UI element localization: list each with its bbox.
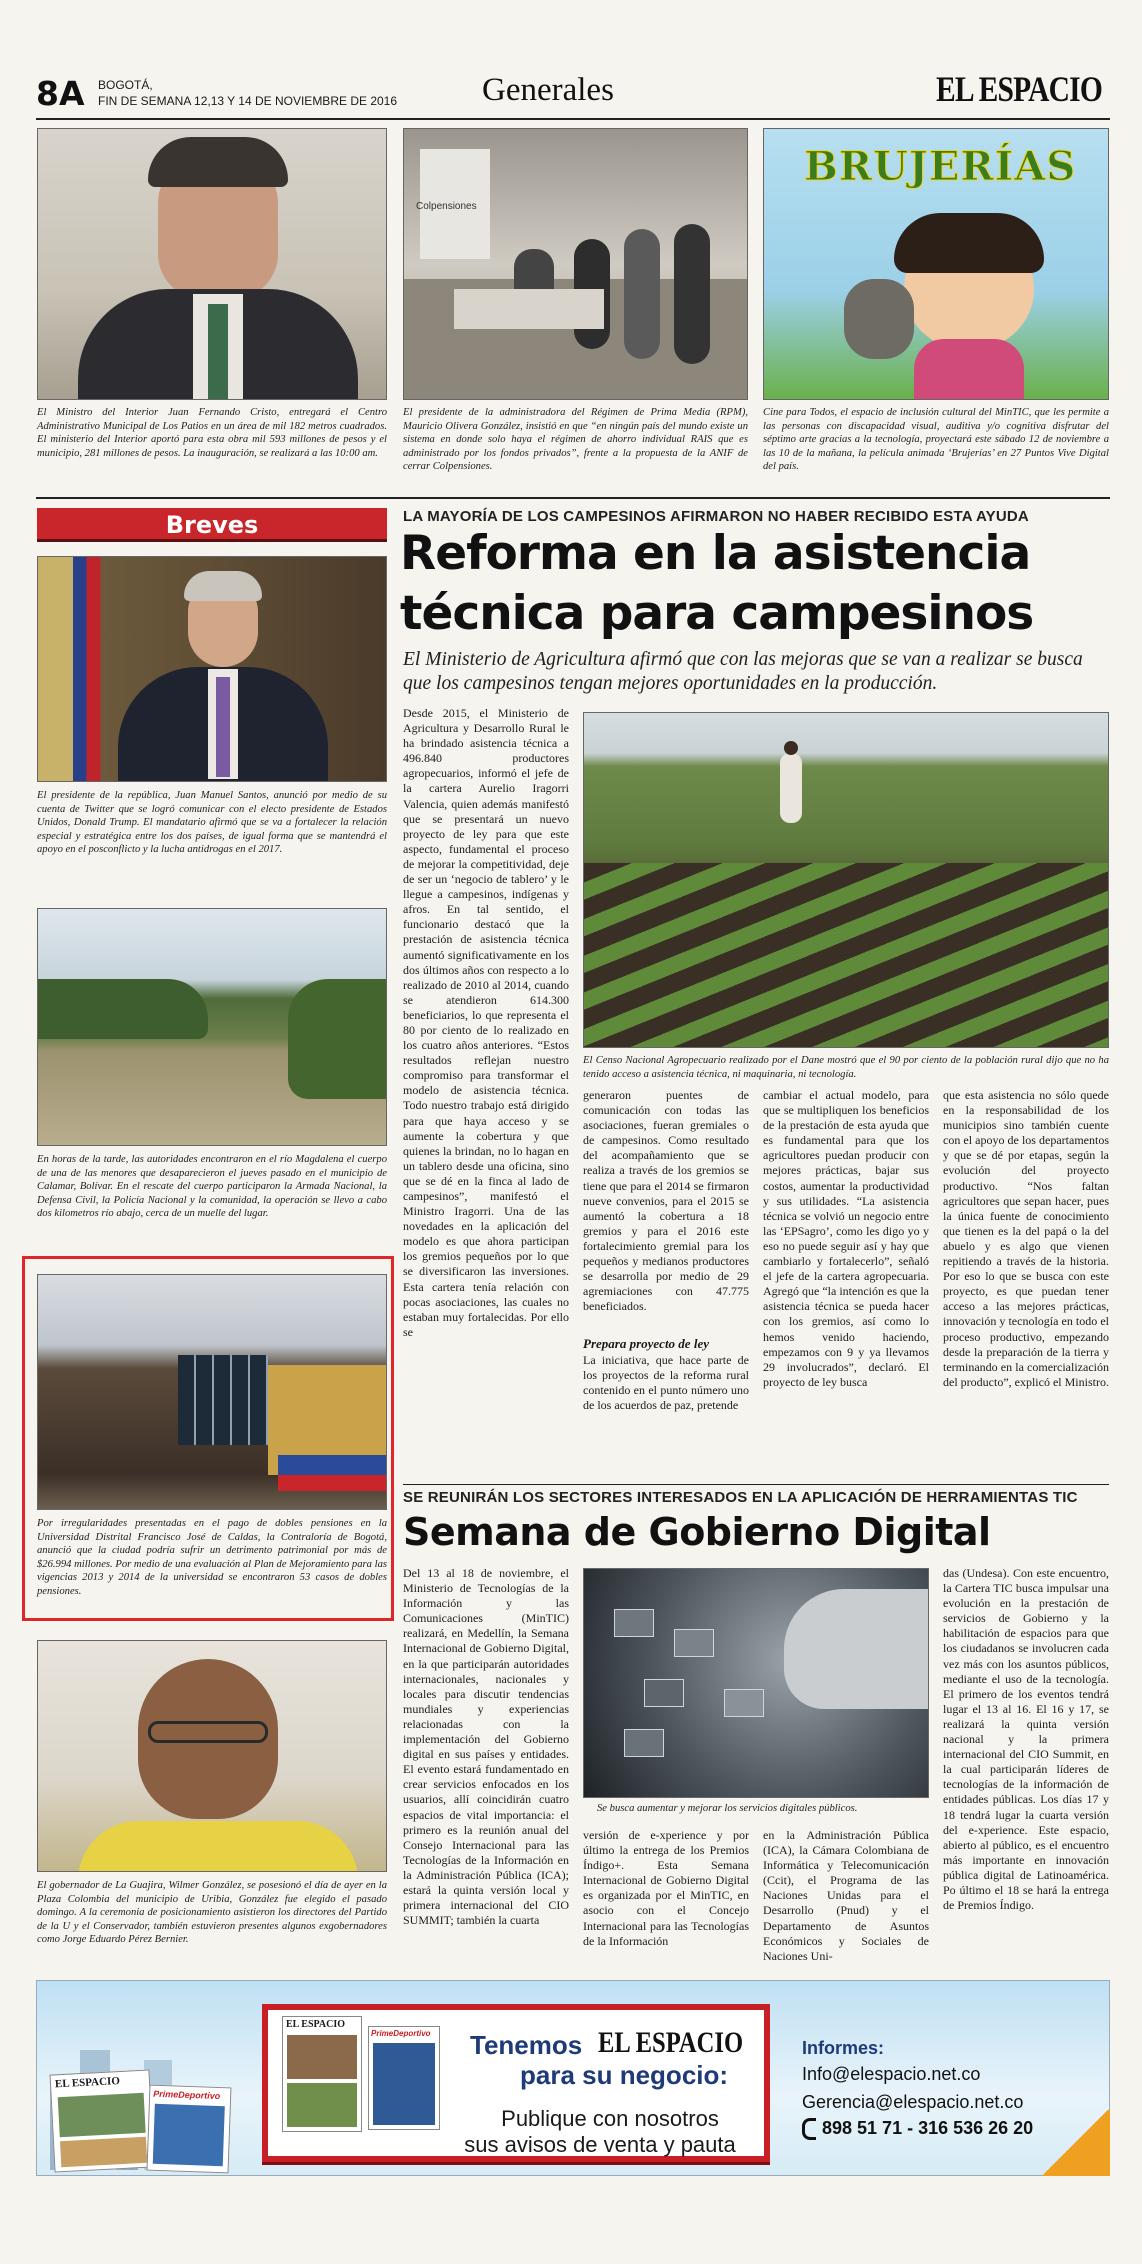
- article-divider: [403, 1484, 1109, 1485]
- breve-rio: En horas de la tarde, las autoridades encontraron en el río Magdalena el cuerpo de una de las menores que desaparecieron el jueves pasado en el municipio de Calamar, Bolívar. En el rescate del cuerpo participaron la Armada Nacional, la Defensa Civil, la Policía Nacional y la comunidad, la operación se llevo a cabo dos kilometros río abajo, cerca de un muelle del lugar.: [37, 1154, 387, 1220]
- brujerias-title: BRUJERÍAS: [804, 143, 1077, 190]
- ad-headline-b: para su negocio:: [520, 2060, 729, 2090]
- top-section-rule: [36, 497, 1110, 499]
- ad-email-info[interactable]: Info@elespacio.net.co: [802, 2064, 981, 2084]
- ad-paper-tag-left: PrimeDeportivo: [153, 2088, 221, 2102]
- caption-brujerias: Cine para Todos, el espacio de inclusión cultural del MinTIC, que les permite a las personas con discapacidad visual, auditiva y/o cognitiva disfrutar del séptimo arte gracias a la tecnología, proyectará este sábado 12 de noviembre a las 10 de la mañana, la película animada ‘Brujerías’ en 27 Puntos Vive Digital del país.: [763, 407, 1109, 473]
- ad-informes-label: Informes:: [802, 2038, 885, 2058]
- brujerias-photo: [763, 128, 1109, 400]
- page-number: 8A: [36, 74, 85, 113]
- river-photo: [37, 908, 387, 1146]
- article1-col2b: La iniciativa, que hace parte de los proyectos de la reforma rural contenido en el punto número uno de los acuerdos de paz, pretende: [583, 1353, 749, 1413]
- masthead: EL ESPACIO: [936, 69, 1102, 109]
- ad-headline-brand: EL ESPACIO: [598, 2026, 744, 2059]
- minister-photo: [37, 128, 387, 400]
- ad-headline-a: Tenemos: [470, 2030, 583, 2060]
- article1-deck: El Ministerio de Agricultura afirmó que con las mejoras que se van a realizar se busca que los campesinos tengan mejores oportunidades en la producción.: [403, 649, 1083, 694]
- article1-subhead: Prepara proyecto de ley: [583, 1336, 709, 1351]
- governor-photo: [37, 1640, 387, 1872]
- ad-billboard-paper2: [368, 2026, 440, 2130]
- caption-colpensiones: El presidente de la administradora del Régimen de Prima Media (RPM), Mauricio Olivera González, insistió en que “en ningún país del mundo existe un sistema en donde solo haya el régimen de ahorro individual RAIS que es administrado por los fondos privados”, frente a la propuesta de la ANIF de cerrar Colpensiones.: [403, 407, 748, 473]
- phone-icon: [802, 2118, 816, 2140]
- colpensiones-photo: [403, 128, 748, 400]
- breves-title: Breves: [165, 511, 259, 539]
- article2-kicker: SE REUNIRÁN LOS SECTORES INTERESADOS EN LA APLICACIÓN DE HERRAMIENTAS TIC: [403, 1489, 1078, 1506]
- ad-paper-tag-center: PrimeDeportivo: [371, 2029, 431, 2038]
- article2-headline: Semana de Gobierno Digital: [403, 1510, 991, 1554]
- digital-photo: [583, 1568, 929, 1798]
- ad-body-line1: Publique con nosotros: [501, 2106, 719, 2131]
- digital-caption: Se busca aumentar y mejorar los servicios digitales públicos.: [597, 1803, 858, 1814]
- farm-caption: El Censo Nacional Agropecuario realizado por el Dane mostró que el 90 por ciento de la población rural dijo que no ha tenido acceso a asistencia técnica, ni maquinaria, ni tecnología.: [583, 1055, 1109, 1080]
- ad-newspaper-left: [50, 2069, 155, 2172]
- header-city: BOGOTÁ,: [98, 78, 153, 92]
- article2-col4: das (Undesa). Con este encuentro, la Cartera TIC busca impulsar una evolución en la prestación de servicios de Gobierno y la habilitación de espacios para que los ciudadanos se involucren cada vez más con los asuntos públicos, mediante el uso de la tecnología. El primero de los eventos tendrá lugar el 13 al 16. El 16 y 17, se realizará la quinta versión nacional y la primera internacional del CIO Summit, en la cual participarán líderes de tecnologías de la información de entidades públicas. Los días 17 y 18 tendrá lugar la cuarta versión del e-xperience. Este espacio, abierto al público, es el encuentro más importante en innovación pública digital de Latinoamérica. Po último el 18 se hará la entrega de Premios Índigo.: [943, 1566, 1109, 1913]
- santos-photo: [37, 556, 387, 782]
- ad-phone[interactable]: 898 51 71 - 316 536 26 20: [822, 2118, 1034, 2138]
- breve-guajira: El gobernador de La Guajira, Wilmer González, se posesionó el día de ayer en la Plaza Colombia del municipio de Uribia, González fue elegido el pasado domingo. A la ceremonia de posicionamiento asistieron los directores del Partido de la U y el Conservador, también estuvieron presentes algunos exgobernadores como Jorge Eduardo Pérez Bernier.: [37, 1880, 387, 1946]
- ad-corner-decoration: [1040, 2110, 1110, 2176]
- header-date: FIN DE SEMANA 12,13 Y 14 DE NOVIEMBRE DE 2016: [98, 94, 398, 108]
- breve-universidad: Por irregularidades presentadas en el pago de dobles pensiones en la Universidad Distrital Francisco José de Caldas, la Contraloría de Bogotá, anunció que la ciudad podría sufrir un detrimento patrimonial por más de $26.994 millones. Por medio de una evaluación al Plan de Mejoramiento para las vigencias 2013 y 2014 de la universidad se encontraron 53 casos de dobles pensiones.: [37, 1518, 387, 1597]
- ad-body-line2: sus avisos de venta y pauta: [464, 2132, 736, 2157]
- article1-headline-line2: técnica para campesinos: [400, 586, 1034, 641]
- article1-col3: cambiar el actual modelo, para que se multipliquen los beneficios de la prestación de esta ayuda que es fundamental para que los agricultores puedan producir con mejores prácticas, bajar sus costos, aumentar la productividad y sus utilidades. “La asistencia técnica se volvió un negocio entre las ‘EPSagro’, como les digo yo y eso no puede seguir así y hay que cambiarlo y fortalecerlo”, señaló el jefe de la cartera agropecuaria. Agregó que “la intención es que la asistencia técnica se pueda hacer con los gremios, así como lo hemos venido haciendo, empezamos con 9 y ya llevamos 29 involucrados”, declaró. El proyecto de ley busca: [763, 1088, 929, 1389]
- farm-photo: [583, 712, 1109, 1048]
- ad-paper-masthead-center: EL ESPACIO: [286, 2019, 345, 2030]
- breve-santos: El presidente de la república, Juan Manuel Santos, anunció por medio de su cuenta de Twitter que se logró comunicar con el electo presidente de Estados Unidos, Donald Trump. El mandatario afirmó que se va a fortalecer la relación especial y estratégica entre los dos países, de igual forma que se mantendrá el apoyo en el posconflicto y la lucha antidrogas en el 2017.: [37, 790, 387, 856]
- article1-headline-line1: Reforma en la asistencia: [400, 526, 1031, 581]
- article2-col1: Del 13 al 18 de noviembre, el Ministerio de Tecnologías de la Información y las Comunicaciones (MinTIC) realizará, en Medellín, la Semana Internacional de Gobierno Digital, en la que participarán autoridades internacionales, nacionales y locales para discutir tendencias mundiales y experiencias relacionadas con la implementación del Gobierno digital en sus países y entidades. El evento estará fundamentado en crear servicios enfocados en los usuarios, allí coincidirán cuatro espacios de vital importancia: el primero es la reunión anual del Consejo Internacional para las Tecnologías de la Información en la Administración Pública (ICA); estará la quinta versión local y primera internacional del CIO SUMMIT; también la cuarta: [403, 1566, 569, 1928]
- article1-col2a: generaron puentes de comunicación con todas las asociaciones, fueran gremiales o de campesinos. Como resultado del acompañamiento que se realiza a través de los gremios se tiene que para el 2014 se firmaron nueve convenios, para el 2015 se aumentó la cobertura a 18 gremios y para el 2016 este fortalecimiento gremial para los pequeños y medianos productores se desarrolla por medio de 29 agremiaciones con 47.775 beneficiados.: [583, 1088, 749, 1314]
- ad-email-gerencia[interactable]: Gerencia@elespacio.net.co: [802, 2092, 1024, 2112]
- ad-billboard-paper: [282, 2016, 362, 2132]
- section-name: Generales: [482, 72, 614, 108]
- caption-minister: El Ministro del Interior Juan Fernando Cristo, entregará el Centro Administrativo Municipal de Los Patios en un área de mil 182 metros cuadrados. El ministerio del Interior aportó para esta obra mil 593 millones de pesos y el municipio, 281 millones de pesos. La inauguración, se realizará a las 10:00 am.: [37, 407, 387, 459]
- colpensiones-sign: Colpensiones: [416, 201, 477, 212]
- article1-col4: que esta asistencia no sólo quede en la responsabilidad de los municipios sino también cuente con el apoyo de los departamentos y que se dé por etapas, según la evolución del proyecto productivo. “Nos faltan agricultores que sepan hacer, pues la única fuente de conocimiento que tienen es la del papá o la del abuelo y es algo que vienen repitiendo a través de la historia. Por eso lo que se busca con este proyecto, es que puedan tener acceso a las mejores prácticas, innovación y tecnología en todo el proceso productivo, empezando desde la preparación de la tierra y terminando en la comercialización del producto”, explicó el Ministro.: [943, 1088, 1109, 1389]
- header-rule: [36, 118, 1110, 120]
- article1-kicker: LA MAYORÍA DE LOS CAMPESINOS AFIRMARON NO HABER RECIBIDO ESTA AYUDA: [403, 508, 1029, 525]
- article2-col2: versión de e-xperience y por último la entrega de los Premios Índigo+. Esta Semana Internacional de Gobierno Digital es organizada por el MinTIC, en asocio con el Concejo Internacional para las Tecnologías de la Información: [583, 1828, 749, 1948]
- university-photo: [37, 1274, 387, 1510]
- article1-col1: Desde 2015, el Ministerio de Agricultura y Desarrollo Rural le ha brindado asistencia técnica a 496.840 productores agropecuarios, informó el jefe de la cartera Aurelio Iragorri Valencia, quien además manifestó que se presentará un nuevo proyecto de ley para que este aspecto, fundamental el proceso de mejorar la competitividad, deje de ser un ‘negocio de tablero’ y le llegue a campesinos, indígenas y afros. En tal sentido, el funcionario destacó que la prestación de asistencia técnica aumentó significativamente en los dos últimos años con respecto a lo realizado de 2010 al 2014, cuando se atendieron 614.300 beneficiarios, lo que representa el 80 por ciento de lo realizado en los cuatro años anteriores. “Estos resultados reflejan nuestro compromiso para transformar el modelo de asistencia técnica. Todo nuestro trabajo está dirigido para que haya acceso y se aumente la cobertura y que quienes la brindan, no lo hagan en un tablero desde una oficina, sino que se dé en la finca al lado de campesinos”, manifestó el Ministro Iragorri. Una de las novedades en la aplicación del modelo es que ahora participan los gremios pequeños por lo que se diversificaron las inversiones. Esta cartera tenía relación con pocas asociaciones, las cuales no estaban muy fortalecidas. Por ello se: [403, 706, 569, 1339]
- ad-paper-masthead-left: EL ESPACIO: [54, 2075, 121, 2091]
- article2-col3: en la Administración Pública (ICA), la Cámara Colombiana de Informática y Telecomunicación (Ccit), el Programa de las Naciones Unidas para el Desarrollo (Pnud) y el Departamento de Asuntos Económicos y Sociales de Naciones Uni-: [763, 1828, 929, 1963]
- ad-newspaper-left2: [147, 2085, 232, 2174]
